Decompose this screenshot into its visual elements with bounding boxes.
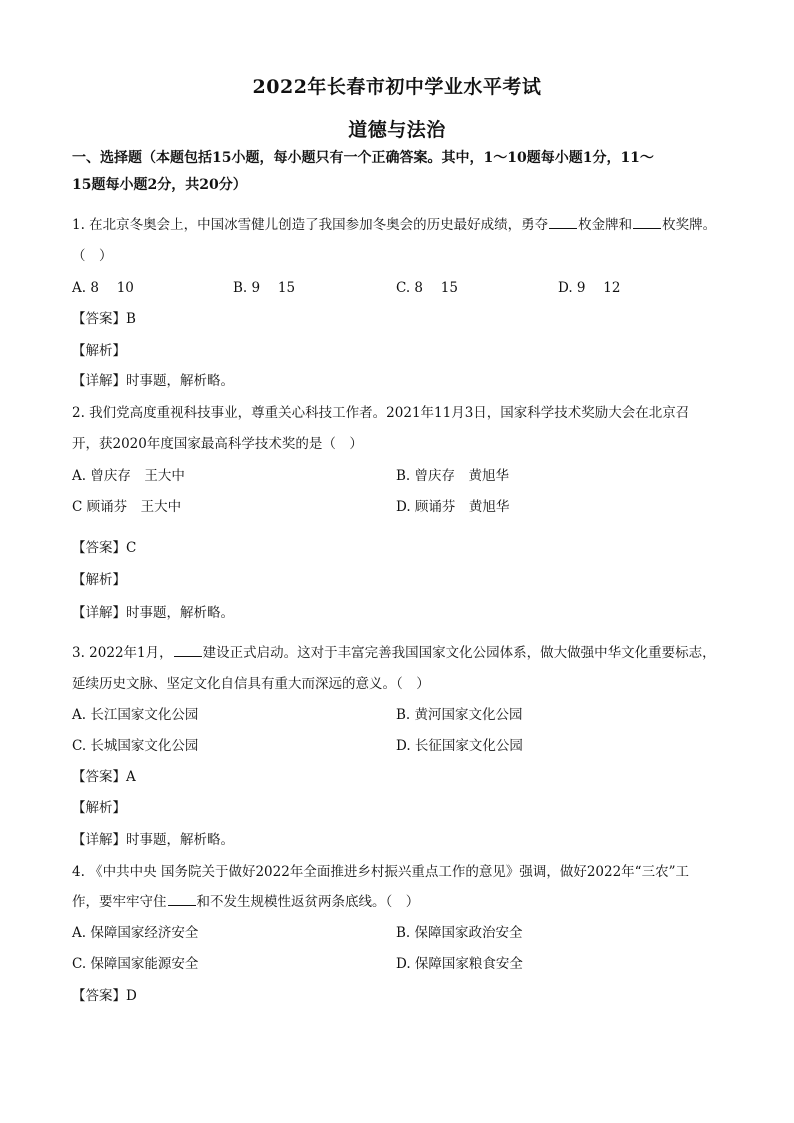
question-2-stem-line2: 开，获2020年度国家最高科学技术奖的是（ ） bbox=[72, 436, 363, 452]
question-1-option-c: C. 8 15 bbox=[396, 280, 458, 296]
answer-blank bbox=[174, 644, 202, 657]
question-3-detail: 【详解】时事题，解析略。 bbox=[72, 832, 234, 848]
question-2-stem: 2. 我们党高度重视科技事业，尊重关心科技工作者。2021年11月3日，国家科学技术奖励大会在北京召 bbox=[72, 405, 690, 421]
question-3-stem-line2: 延续历史文脉、坚定文化自信具有重大而深远的意义。（ ） bbox=[72, 676, 430, 692]
question-4-option-a: A. 保障国家经济安全 bbox=[72, 925, 199, 941]
question-1-option-a: A. 8 10 bbox=[72, 280, 134, 296]
exam-title: 2022年长春市初中学业水平考试 bbox=[252, 76, 542, 98]
question-1-stem: 1. 在北京冬奥会上，中国冰雪健儿创造了我国参加冬奥会的历史最好成绩，勇夺 枚金牌和 枚奖牌。 bbox=[72, 217, 717, 233]
question-4-stem-line2: 作，要牢牢守住 和不发生规模性返贫两条底线。（ ） bbox=[72, 894, 420, 910]
question-3-option-c: C. 长城国家文化公园 bbox=[72, 738, 199, 754]
question-2-option-c: C 顾诵芬 王大中 bbox=[72, 499, 182, 515]
question-3-option-a: A. 长江国家文化公园 bbox=[72, 707, 199, 723]
question-4-stem: 4. 《中共中央 国务院关于做好2022年全面推进乡村振兴重点工作的意见》强调，做好2022年“三农”工 bbox=[72, 864, 689, 880]
question-3-option-b: B. 黄河国家文化公园 bbox=[396, 707, 523, 723]
exam-subtitle: 道德与法治 bbox=[348, 119, 446, 141]
question-1-option-d: D. 9 12 bbox=[558, 280, 621, 296]
question-4-answer: 【答案】D bbox=[72, 988, 137, 1004]
question-1-stem-line2: （ ） bbox=[72, 248, 113, 264]
section-heading bbox=[72, 145, 732, 199]
question-3-analysis: 【解析】 bbox=[72, 800, 126, 816]
question-1-analysis: 【解析】 bbox=[72, 343, 126, 359]
question-3-answer: 【答案】A bbox=[72, 769, 136, 785]
answer-blank bbox=[549, 216, 577, 229]
question-2-detail: 【详解】时事题，解析略。 bbox=[72, 605, 234, 621]
question-4-option-b: B. 保障国家政治安全 bbox=[396, 925, 523, 941]
question-4-option-d: D. 保障国家粮食安全 bbox=[396, 956, 523, 972]
question-2-answer: 【答案】C bbox=[72, 540, 137, 556]
question-4-option-c: C. 保障国家能源安全 bbox=[72, 956, 199, 972]
question-3-stem: 3. 2022年1月， 建设正式启动。这对于丰富完善我国国家文化公园体系，做大做强中华文化重要标志， bbox=[72, 645, 716, 661]
question-1-option-b: B. 9 15 bbox=[233, 280, 296, 296]
answer-blank bbox=[168, 893, 196, 906]
question-3-option-d: D. 长征国家文化公园 bbox=[396, 738, 523, 754]
answer-blank bbox=[633, 216, 661, 229]
section-heading-line2: 15题每小题2分，共20分） bbox=[72, 177, 247, 193]
question-2-analysis: 【解析】 bbox=[72, 572, 126, 588]
question-2-option-a: A. 曾庆存 王大中 bbox=[72, 468, 185, 484]
question-2-option-b: B. 曾庆存 黄旭华 bbox=[396, 468, 510, 484]
question-1-detail: 【详解】时事题，解析略。 bbox=[72, 373, 234, 389]
question-2-option-d: D. 顾诵芬 黄旭华 bbox=[396, 499, 510, 515]
question-1-answer: 【答案】B bbox=[72, 311, 136, 327]
section-heading-line1: 一、选择题（本题包括15小题，每小题只有一个正确答案。其中，1～10题每小题1分，11～ bbox=[72, 150, 654, 166]
